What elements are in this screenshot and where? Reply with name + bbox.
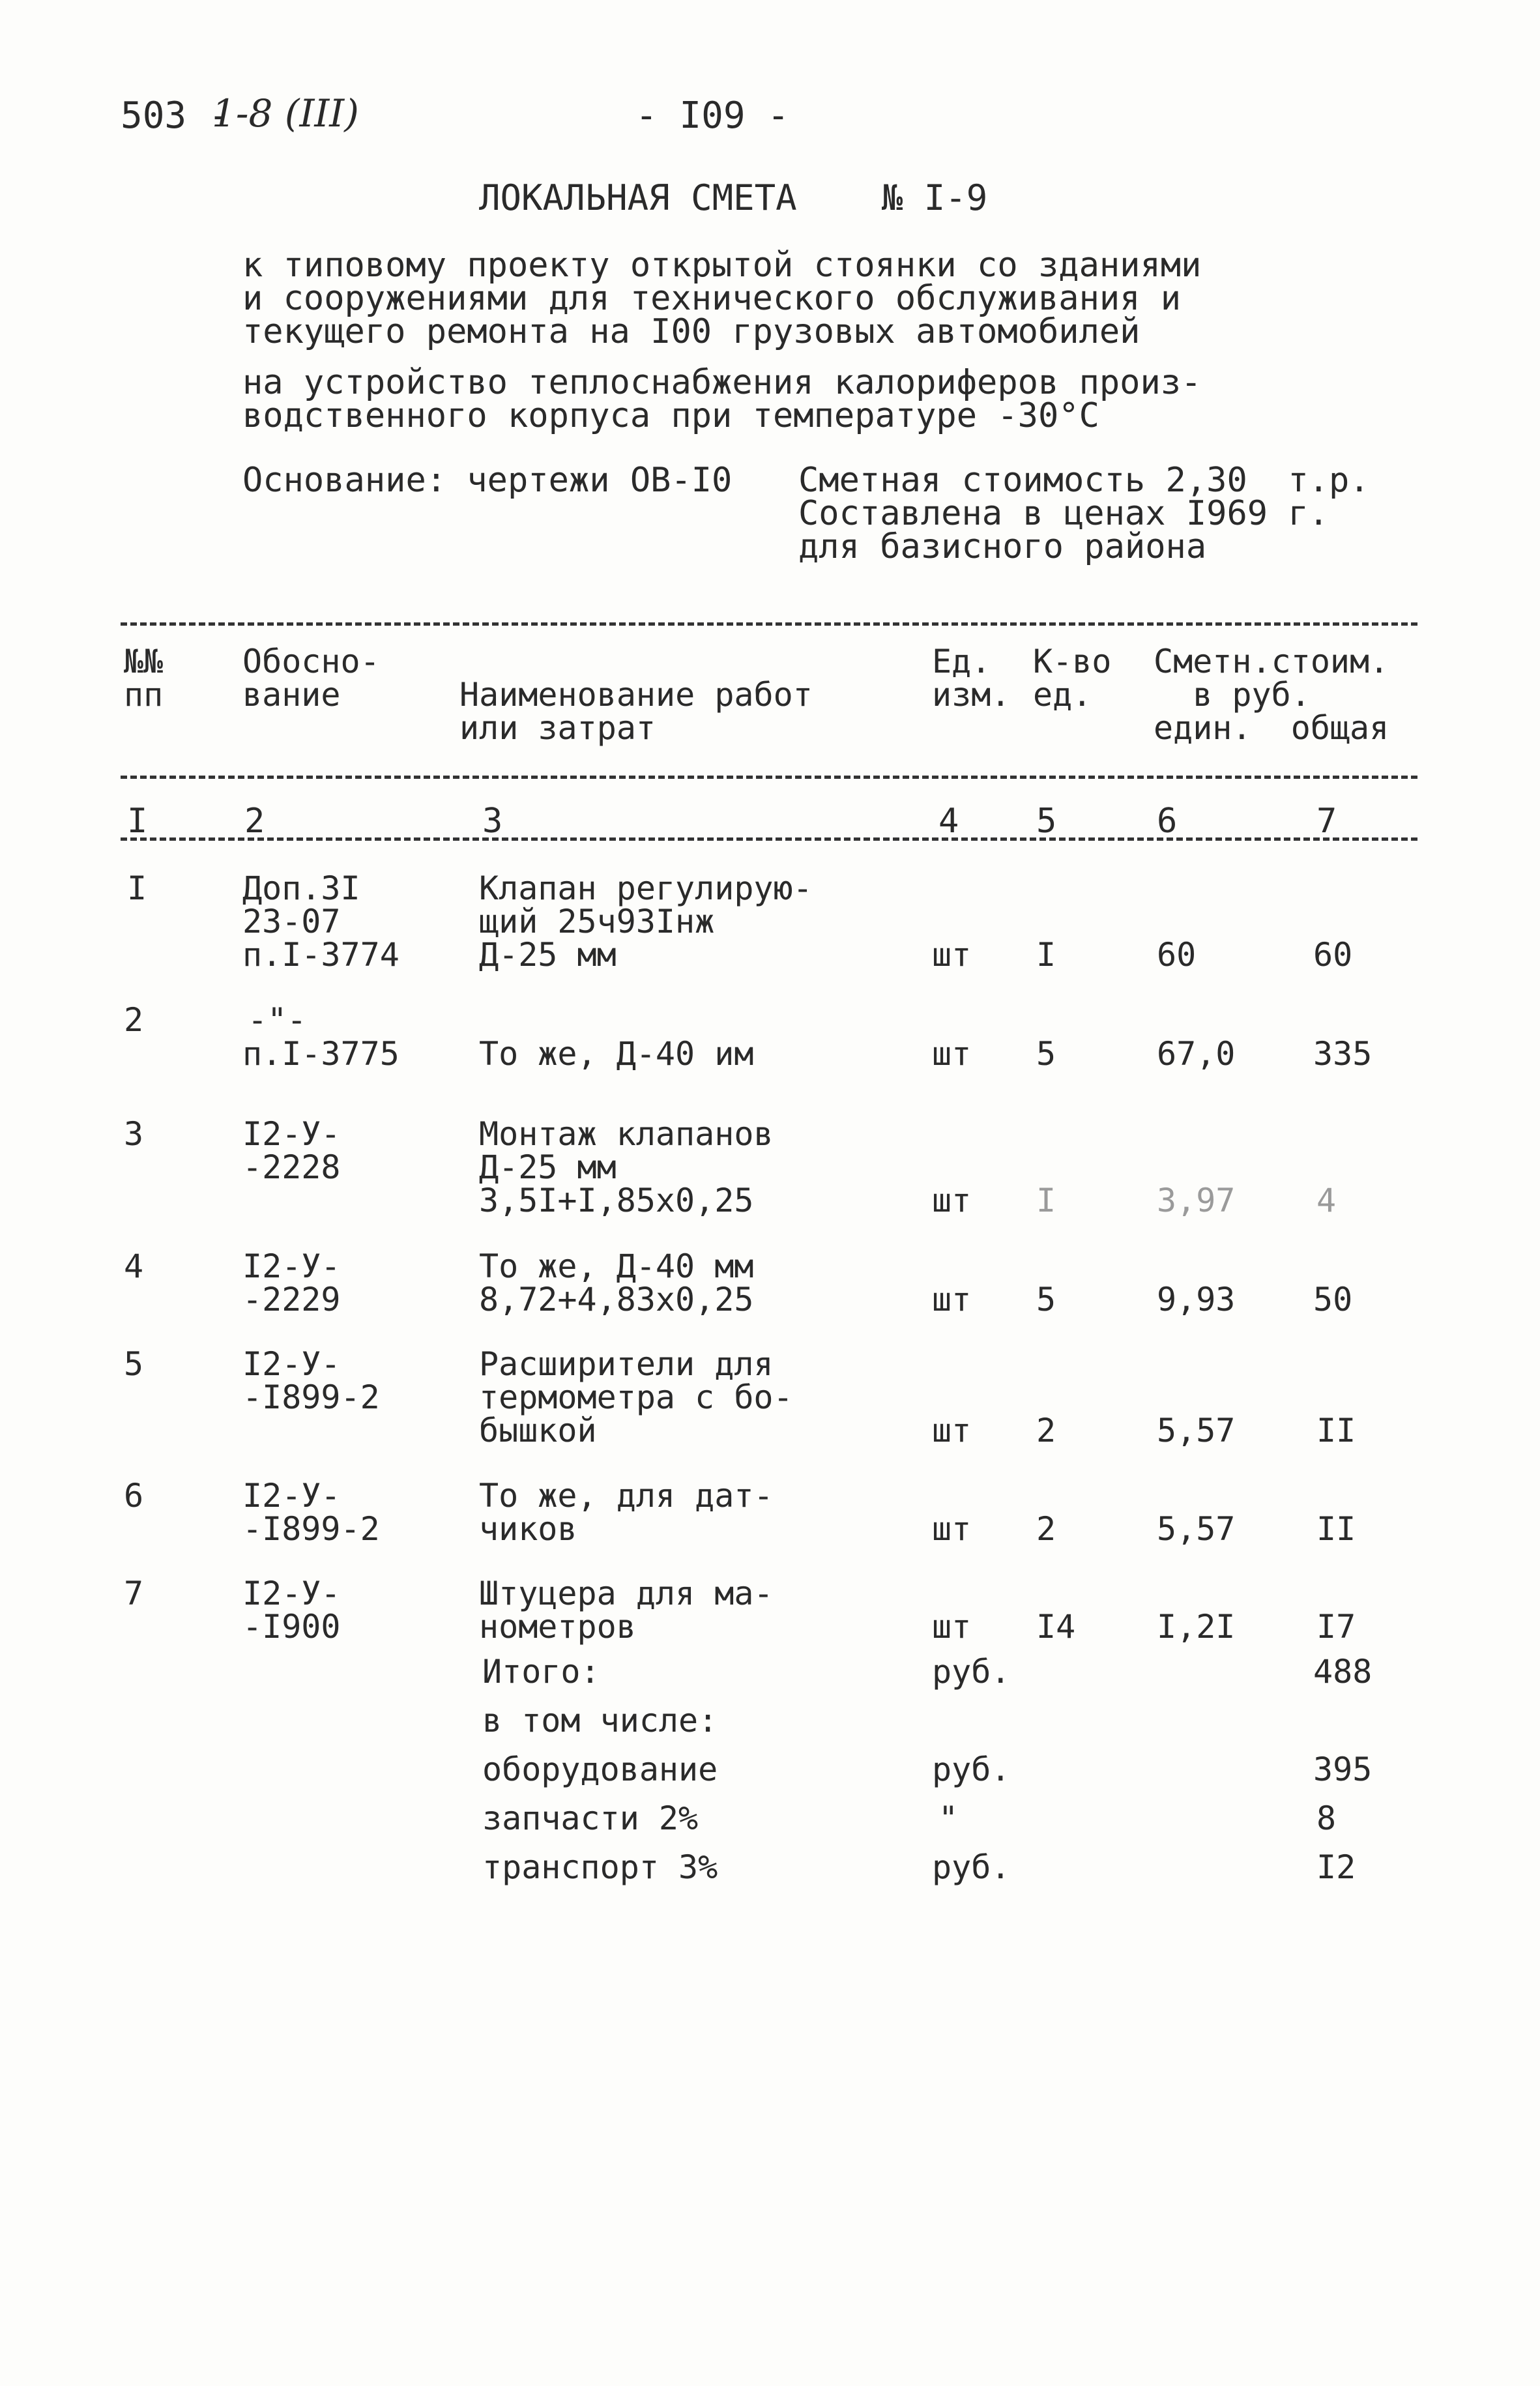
row-3-unit: шт bbox=[932, 1182, 972, 1219]
row-3-num: 3 bbox=[124, 1115, 144, 1153]
row-3-total: 4 bbox=[1316, 1182, 1337, 1219]
header-name-1: Наименование работ bbox=[459, 676, 813, 714]
row-5-unit: шт bbox=[932, 1412, 972, 1449]
row-4-num: 4 bbox=[124, 1247, 144, 1285]
summary-including-label: в том числе: bbox=[482, 1702, 718, 1739]
intro-line-3: текущего ремонта на I00 грузовых автомобилей bbox=[242, 312, 1140, 351]
column-number-7: 7 bbox=[1316, 802, 1337, 841]
handwritten-annotation: 1-8 (III) bbox=[212, 91, 359, 136]
row-5-name-3: бышкой bbox=[479, 1412, 597, 1449]
row-1-name-3: Д-25 мм bbox=[479, 936, 617, 974]
row-4-basis-2: -2229 bbox=[242, 1281, 341, 1318]
summary-spares-unit: " bbox=[938, 1799, 959, 1837]
row-5-basis-1: I2-У- bbox=[242, 1345, 341, 1383]
header-qty-1: К-во bbox=[1033, 643, 1112, 680]
summary-spares-value: 8 bbox=[1316, 1799, 1337, 1837]
row-3-basis-1: I2-У- bbox=[242, 1115, 341, 1153]
summary-transport-unit: руб. bbox=[932, 1848, 1011, 1886]
cost-line-2: Составлена в ценах I969 г. bbox=[798, 494, 1329, 533]
header-cost-1: Сметн.стоим. bbox=[1154, 643, 1389, 680]
row-3-name-1: Монтаж клапанов bbox=[479, 1115, 774, 1153]
row-1-price: 60 bbox=[1157, 936, 1197, 974]
row-4-basis-1: I2-У- bbox=[242, 1247, 341, 1285]
summary-transport-value: I2 bbox=[1316, 1848, 1356, 1886]
intro-line-1: к типовому проекту открытой стоянки со зданиями bbox=[242, 246, 1202, 285]
header-name-2: или затрат bbox=[459, 709, 656, 747]
document-title: ЛОКАЛЬНАЯ СМЕТА № I-9 bbox=[479, 177, 988, 218]
row-3-name-2: Д-25 мм bbox=[479, 1148, 617, 1186]
header-unit-1: Ед. bbox=[932, 643, 991, 680]
row-6-basis-1: I2-У- bbox=[242, 1477, 341, 1515]
row-6-unit: шт bbox=[932, 1510, 972, 1548]
summary-equipment-label: оборудование bbox=[482, 1751, 718, 1788]
row-4-name-2: 8,72+4,83х0,25 bbox=[479, 1281, 754, 1318]
header-num-2: пп bbox=[124, 676, 164, 714]
row-2-name-2: То же, Д-40 им bbox=[479, 1035, 754, 1073]
row-4-qty: 5 bbox=[1036, 1281, 1056, 1318]
header-basis-2: вание bbox=[242, 676, 341, 714]
row-7-qty: I4 bbox=[1036, 1608, 1076, 1646]
row-1-name-1: Клапан регулирую- bbox=[479, 869, 813, 907]
purpose-line-1: на устройство теплоснабжения калориферов произ- bbox=[242, 363, 1202, 402]
row-1-qty: I bbox=[1036, 936, 1056, 974]
header-cost-2: в руб. bbox=[1154, 676, 1311, 714]
header-cost-3: един. общая bbox=[1154, 709, 1389, 747]
row-7-name-2: нометров bbox=[479, 1608, 636, 1646]
row-5-name-2: термометра с бо- bbox=[479, 1378, 793, 1416]
summary-total-label: Итого: bbox=[482, 1653, 600, 1691]
summary-total-unit: руб. bbox=[932, 1653, 1011, 1691]
cost-line-3: для базисного района bbox=[798, 527, 1207, 566]
summary-equipment-unit: руб. bbox=[932, 1751, 1011, 1788]
intro-line-2: и сооружениями для технического обслуживания и bbox=[242, 279, 1182, 318]
table-top-rule bbox=[121, 622, 1417, 626]
column-number-2: 2 bbox=[244, 802, 265, 841]
row-1-basis-3: п.I-3774 bbox=[242, 936, 400, 974]
column-number-6: 6 bbox=[1157, 802, 1178, 841]
document-code: 503 - bbox=[121, 95, 231, 137]
table-header-rule bbox=[121, 776, 1417, 779]
row-7-num: 7 bbox=[124, 1575, 144, 1612]
row-4-name-1: То же, Д-40 мм bbox=[479, 1247, 754, 1285]
column-number-3: 3 bbox=[482, 802, 503, 841]
row-7-total: I7 bbox=[1316, 1608, 1356, 1646]
row-5-price: 5,57 bbox=[1157, 1412, 1236, 1449]
summary-total-value: 488 bbox=[1313, 1653, 1373, 1691]
basis-line: Основание: чертежи ОВ-I0 bbox=[242, 461, 733, 500]
row-5-num: 5 bbox=[124, 1345, 144, 1383]
column-number-1: I bbox=[127, 802, 148, 841]
row-6-total: II bbox=[1316, 1510, 1356, 1548]
row-1-basis-1: Доп.3I bbox=[242, 869, 360, 907]
row-6-name-1: То же, для дат- bbox=[479, 1477, 774, 1515]
row-7-price: I,2I bbox=[1157, 1608, 1236, 1646]
row-2-basis-1: -"- bbox=[248, 1001, 307, 1039]
row-6-name-2: чиков bbox=[479, 1510, 577, 1548]
summary-equipment-value: 395 bbox=[1313, 1751, 1373, 1788]
row-4-price: 9,93 bbox=[1157, 1281, 1236, 1318]
header-basis-1: Обосно- bbox=[242, 643, 380, 680]
row-5-name-1: Расширители для bbox=[479, 1345, 774, 1383]
row-1-name-2: щий 25ч93Iнж bbox=[479, 903, 715, 940]
row-7-unit: шт bbox=[932, 1608, 972, 1646]
page-number: - I09 - bbox=[635, 95, 790, 137]
row-2-price: 67,0 bbox=[1157, 1035, 1236, 1073]
row-3-price: 3,97 bbox=[1157, 1182, 1236, 1219]
row-6-basis-2: -I899-2 bbox=[242, 1510, 380, 1548]
summary-spares-label: запчасти 2% bbox=[482, 1799, 699, 1837]
header-qty-2: ед. bbox=[1033, 676, 1092, 714]
row-7-name-1: Штуцера для ма- bbox=[479, 1575, 774, 1612]
row-6-price: 5,57 bbox=[1157, 1510, 1236, 1548]
cost-line-1: Сметная стоимость 2,30 т.р. bbox=[798, 461, 1370, 500]
table-column-number-rule bbox=[121, 837, 1417, 841]
row-5-total: II bbox=[1316, 1412, 1356, 1449]
row-2-unit: шт bbox=[932, 1035, 972, 1073]
row-7-basis-2: -I900 bbox=[242, 1608, 341, 1646]
row-2-total: 335 bbox=[1313, 1035, 1373, 1073]
row-1-basis-2: 23-07 bbox=[242, 903, 341, 940]
column-number-4: 4 bbox=[938, 802, 959, 841]
row-6-qty: 2 bbox=[1036, 1510, 1056, 1548]
row-4-total: 50 bbox=[1313, 1281, 1353, 1318]
row-2-qty: 5 bbox=[1036, 1035, 1056, 1073]
header-num-1: №№ bbox=[124, 643, 164, 680]
row-2-num: 2 bbox=[124, 1001, 144, 1039]
row-7-basis-1: I2-У- bbox=[242, 1575, 341, 1612]
row-3-basis-2: -2228 bbox=[242, 1148, 341, 1186]
row-1-num: I bbox=[127, 869, 147, 907]
row-2-basis-2: п.I-3775 bbox=[242, 1035, 400, 1073]
purpose-line-2: водственного корпуса при температуре -30°С bbox=[242, 396, 1099, 435]
row-5-basis-2: -I899-2 bbox=[242, 1378, 380, 1416]
header-unit-2: изм. bbox=[932, 676, 1011, 714]
row-3-name-3: 3,5I+I,85х0,25 bbox=[479, 1182, 754, 1219]
row-1-total: 60 bbox=[1313, 936, 1353, 974]
column-number-5: 5 bbox=[1036, 802, 1057, 841]
row-6-num: 6 bbox=[124, 1477, 144, 1515]
row-3-qty: I bbox=[1036, 1182, 1056, 1219]
summary-transport-label: транспорт 3% bbox=[482, 1848, 718, 1886]
row-5-qty: 2 bbox=[1036, 1412, 1056, 1449]
row-4-unit: шт bbox=[932, 1281, 972, 1318]
row-1-unit: шт bbox=[932, 936, 972, 974]
